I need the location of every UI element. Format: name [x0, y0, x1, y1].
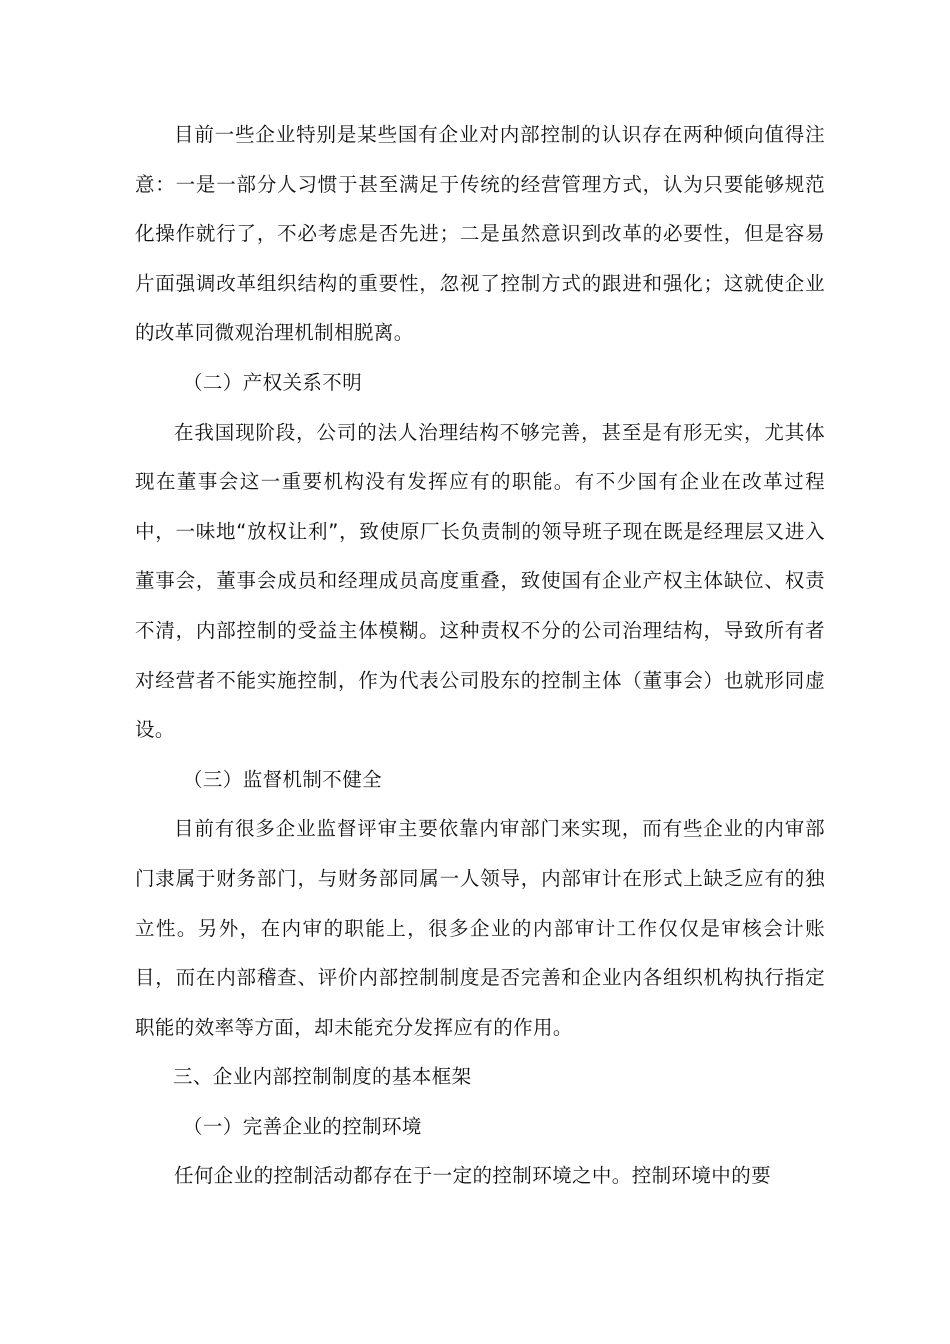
- paragraph-two-tendencies: 目前一些企业特别是某些国有企业对内部控制的认识存在两种倾向值得注意：一是一部分人习惯于甚至满足于传统的经营管理方式，认为只要能够规范化操作就行了，不必考虑是否先进；二是虽然意识到改革的必要性，但是容易片面强调改革组织结构的重要性，忽视了控制方式的跟进和强化；这就使企业的改革同微观治理机制相脱离。: [135, 123, 825, 345]
- heading-property-rights: （二）产权关系不明: [183, 370, 363, 394]
- paragraph-supervision: 目前有很多企业监督评审主要依靠内审部门来实现，而有些企业的内审部门隶属于财务部门，与财务部同属一人领导，内部审计在形式上缺乏应有的独立性。另外，在内审的职能上，很多企业的内部审计工作仅仅是审核会计账目，而在内部稽查、评价内部控制制度是否完善和企业内各组织机构执行指定职能的效率等方面，却未能充分发挥应有的作用。: [135, 817, 825, 1039]
- heading-basic-framework: 三、企业内部控制制度的基本框架: [173, 1065, 472, 1089]
- heading-supervision: （三）监督机制不健全: [183, 767, 383, 791]
- heading-control-environment: （一）完善企业的控制环境: [183, 1114, 422, 1138]
- document-body: [135, 110, 825, 1201]
- paragraph-property-rights: 在我国现阶段，公司的法人治理结构不够完善，甚至是有形无实，尤其体现在董事会这一重要机构没有发挥应有的职能。有不少国有企业在改革过程中，一味地“放权让利”，致使原厂长负责制的领导班子现在既是经理层又进入董事会，董事会成员和经理成员高度重叠，致使国有企业产权主体缺位、权责不清，内部控制的受益主体模糊。这种责权不分的公司治理结构，导致所有者对经营者不能实施控制，作为代表公司股东的控制主体（董事会）也就形同虚设。: [135, 420, 825, 742]
- paragraph-control-environment: 任何企业的控制活动都存在于一定的控制环境之中。控制环境中的要: [174, 1164, 772, 1188]
